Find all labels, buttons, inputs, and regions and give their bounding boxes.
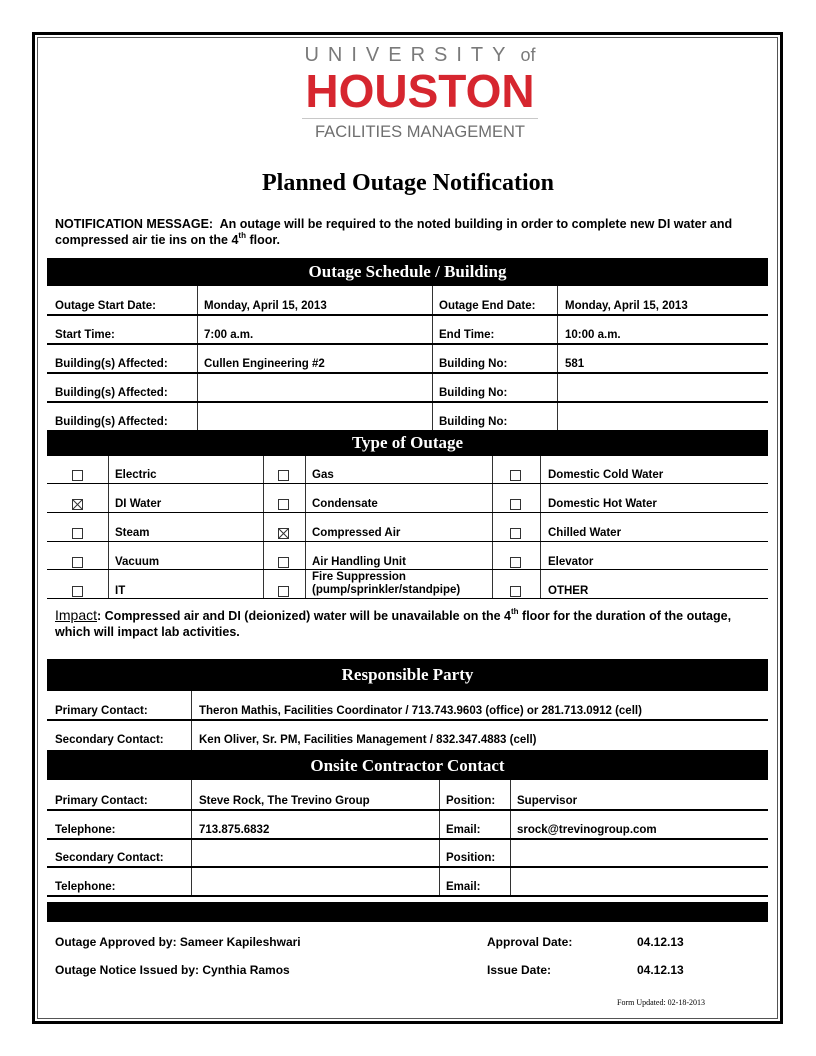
schedule-value: Monday, April 15, 2013 xyxy=(204,300,327,312)
outage-type-row-divider xyxy=(47,512,768,513)
outage-type-row-divider xyxy=(47,598,768,599)
responsible-row-divider xyxy=(47,719,768,721)
contractor-label: Telephone: xyxy=(55,881,116,893)
checkbox-elevator[interactable] xyxy=(510,557,521,568)
checkbox-chilled-water[interactable] xyxy=(510,528,521,539)
issued-by: Outage Notice Issued by: Cynthia Ramos xyxy=(55,963,290,977)
impact-statement: Impact: Compressed air and DI (deionized) water will be unavailable on the 4th floor for the duration of the outage, which will impact lab activities. xyxy=(55,606,732,639)
university-logo xyxy=(280,44,560,141)
schedule-row-divider xyxy=(47,343,768,345)
checkbox-air-handling-unit[interactable] xyxy=(278,557,289,568)
contractor-label: Email: xyxy=(446,824,481,836)
outage-type-label: OTHER xyxy=(548,585,589,597)
schedule-label: End Time: xyxy=(439,329,495,341)
outage-type-label: Gas xyxy=(312,469,334,481)
checkbox-fire-suppression[interactable] xyxy=(278,586,289,597)
impact-label: Impact xyxy=(55,607,98,623)
checkbox-di-water[interactable] xyxy=(72,499,83,510)
logo-divider xyxy=(302,118,538,119)
schedule-value: Monday, April 15, 2013 xyxy=(565,300,688,312)
outage-type-column-divider xyxy=(108,456,109,598)
outage-type-label: Air Handling Unit xyxy=(312,556,406,568)
contractor-value: Steve Rock, The Trevino Group xyxy=(199,795,370,807)
outage-type-label-line2: (pump/sprinkler/standpipe) xyxy=(312,584,461,596)
checkbox-vacuum[interactable] xyxy=(72,557,83,568)
checkbox-gas[interactable] xyxy=(278,470,289,481)
outage-type-column-divider xyxy=(305,456,306,598)
schedule-value: 581 xyxy=(565,358,585,370)
outage-type-label: Domestic Cold Water xyxy=(548,469,664,481)
outage-type-column-divider xyxy=(540,456,541,598)
contractor-value: 713.875.6832 xyxy=(199,824,270,836)
checkbox-other[interactable] xyxy=(510,586,521,597)
outage-type-label: Steam xyxy=(115,527,150,539)
checkbox-domestic-hot-water[interactable] xyxy=(510,499,521,510)
page-title: Planned Outage Notification xyxy=(262,170,554,196)
logo-university-text: UNIVERSITY of xyxy=(304,44,536,66)
approval-date: 04.12.13 xyxy=(637,935,684,949)
schedule-column-divider xyxy=(197,286,198,430)
schedule-column-divider xyxy=(432,286,433,430)
outage-type-label: Compressed Air xyxy=(312,527,401,539)
schedule-label: Building No: xyxy=(439,387,508,399)
schedule-label: Building(s) Affected: xyxy=(55,387,168,399)
outage-type-label: Fire Suppression xyxy=(312,571,406,583)
schedule-label: Building(s) Affected: xyxy=(55,358,168,370)
outage-type-column-divider xyxy=(492,456,493,598)
outage-type-label: Electric xyxy=(115,469,157,481)
outage-type-label: Chilled Water xyxy=(548,527,622,539)
contractor-row-divider xyxy=(47,838,768,840)
schedule-row-divider xyxy=(47,401,768,403)
responsible-label: Primary Contact: xyxy=(55,705,148,717)
checkbox-steam[interactable] xyxy=(72,528,83,539)
schedule-label: Building No: xyxy=(439,358,508,370)
schedule-row-divider xyxy=(47,314,768,316)
outage-type-column-divider xyxy=(263,456,264,598)
outage-type-row-divider xyxy=(47,541,768,542)
outage-type-row-divider xyxy=(47,483,768,484)
outage-type-row-divider xyxy=(47,569,768,570)
notification-label: NOTIFICATION MESSAGE: xyxy=(55,217,214,231)
approval-date-label: Approval Date: xyxy=(487,935,573,949)
outage-type-label: Condensate xyxy=(312,498,378,510)
schedule-row-divider xyxy=(47,372,768,374)
responsible-label: Secondary Contact: xyxy=(55,734,164,746)
schedule-label: Start Time: xyxy=(55,329,115,341)
outage-type-label: Vacuum xyxy=(115,556,160,568)
outage-type-label: DI Water xyxy=(115,498,162,510)
outage-type-label: IT xyxy=(115,585,126,597)
contractor-row-divider xyxy=(47,866,768,868)
outage-type-header: Type of Outage xyxy=(47,430,768,456)
schedule-label: Building(s) Affected: xyxy=(55,416,168,428)
checkbox-compressed-air[interactable] xyxy=(278,528,289,539)
schedule-value: 7:00 a.m. xyxy=(204,329,254,341)
approved-by: Outage Approved by: Sameer Kapileshwari xyxy=(55,935,301,949)
checkbox-domestic-cold-water[interactable] xyxy=(510,470,521,481)
schedule-label: Outage Start Date: xyxy=(55,300,156,312)
outage-type-label: Elevator xyxy=(548,556,594,568)
checkbox-it[interactable] xyxy=(72,586,83,597)
contractor-label: Secondary Contact: xyxy=(55,852,164,864)
contractor-row-divider xyxy=(47,895,768,897)
contractor-label: Primary Contact: xyxy=(55,795,148,807)
schedule-column-divider xyxy=(557,286,558,430)
schedule-value: 10:00 a.m. xyxy=(565,329,621,341)
schedule-header: Outage Schedule / Building xyxy=(47,258,768,286)
form-updated-note: Form Updated: 02-18-2013 xyxy=(617,998,705,1007)
footer-bar xyxy=(47,902,768,922)
contractor-header: Onsite Contractor Contact xyxy=(47,750,768,780)
contractor-value: Supervisor xyxy=(517,795,578,807)
contractor-label: Telephone: xyxy=(55,824,116,836)
schedule-label: Building No: xyxy=(439,416,508,428)
notification-message: NOTIFICATION MESSAGE: An outage will be required to the noted building in order to complete new DI water and compressed air tie ins on the 4th floor. xyxy=(55,217,733,247)
outage-type-label: Domestic Hot Water xyxy=(548,498,657,510)
responsible-party-header: Responsible Party xyxy=(47,659,768,691)
issue-date: 04.12.13 xyxy=(637,963,684,977)
contractor-value: srock@trevinogroup.com xyxy=(517,824,657,836)
issue-date-label: Issue Date: xyxy=(487,963,552,977)
contractor-row-divider xyxy=(47,809,768,811)
responsible-value: Ken Oliver, Sr. PM, Facilities Management / 832.347.4883 (cell) xyxy=(199,734,537,746)
schedule-value: Cullen Engineering #2 xyxy=(204,358,325,370)
contractor-label: Email: xyxy=(446,881,481,893)
logo-division-text: FACILITIES MANAGEMENT xyxy=(315,123,525,141)
schedule-label: Outage End Date: xyxy=(439,300,536,312)
checkbox-electric[interactable] xyxy=(72,470,83,481)
logo-houston-text: HOUSTON xyxy=(305,65,535,117)
contractor-label: Position: xyxy=(446,852,496,864)
contractor-label: Position: xyxy=(446,795,496,807)
responsible-value: Theron Mathis, Facilities Coordinator / 713.743.9603 (office) or 281.713.0912 (cell) xyxy=(199,705,642,717)
checkbox-condensate[interactable] xyxy=(278,499,289,510)
